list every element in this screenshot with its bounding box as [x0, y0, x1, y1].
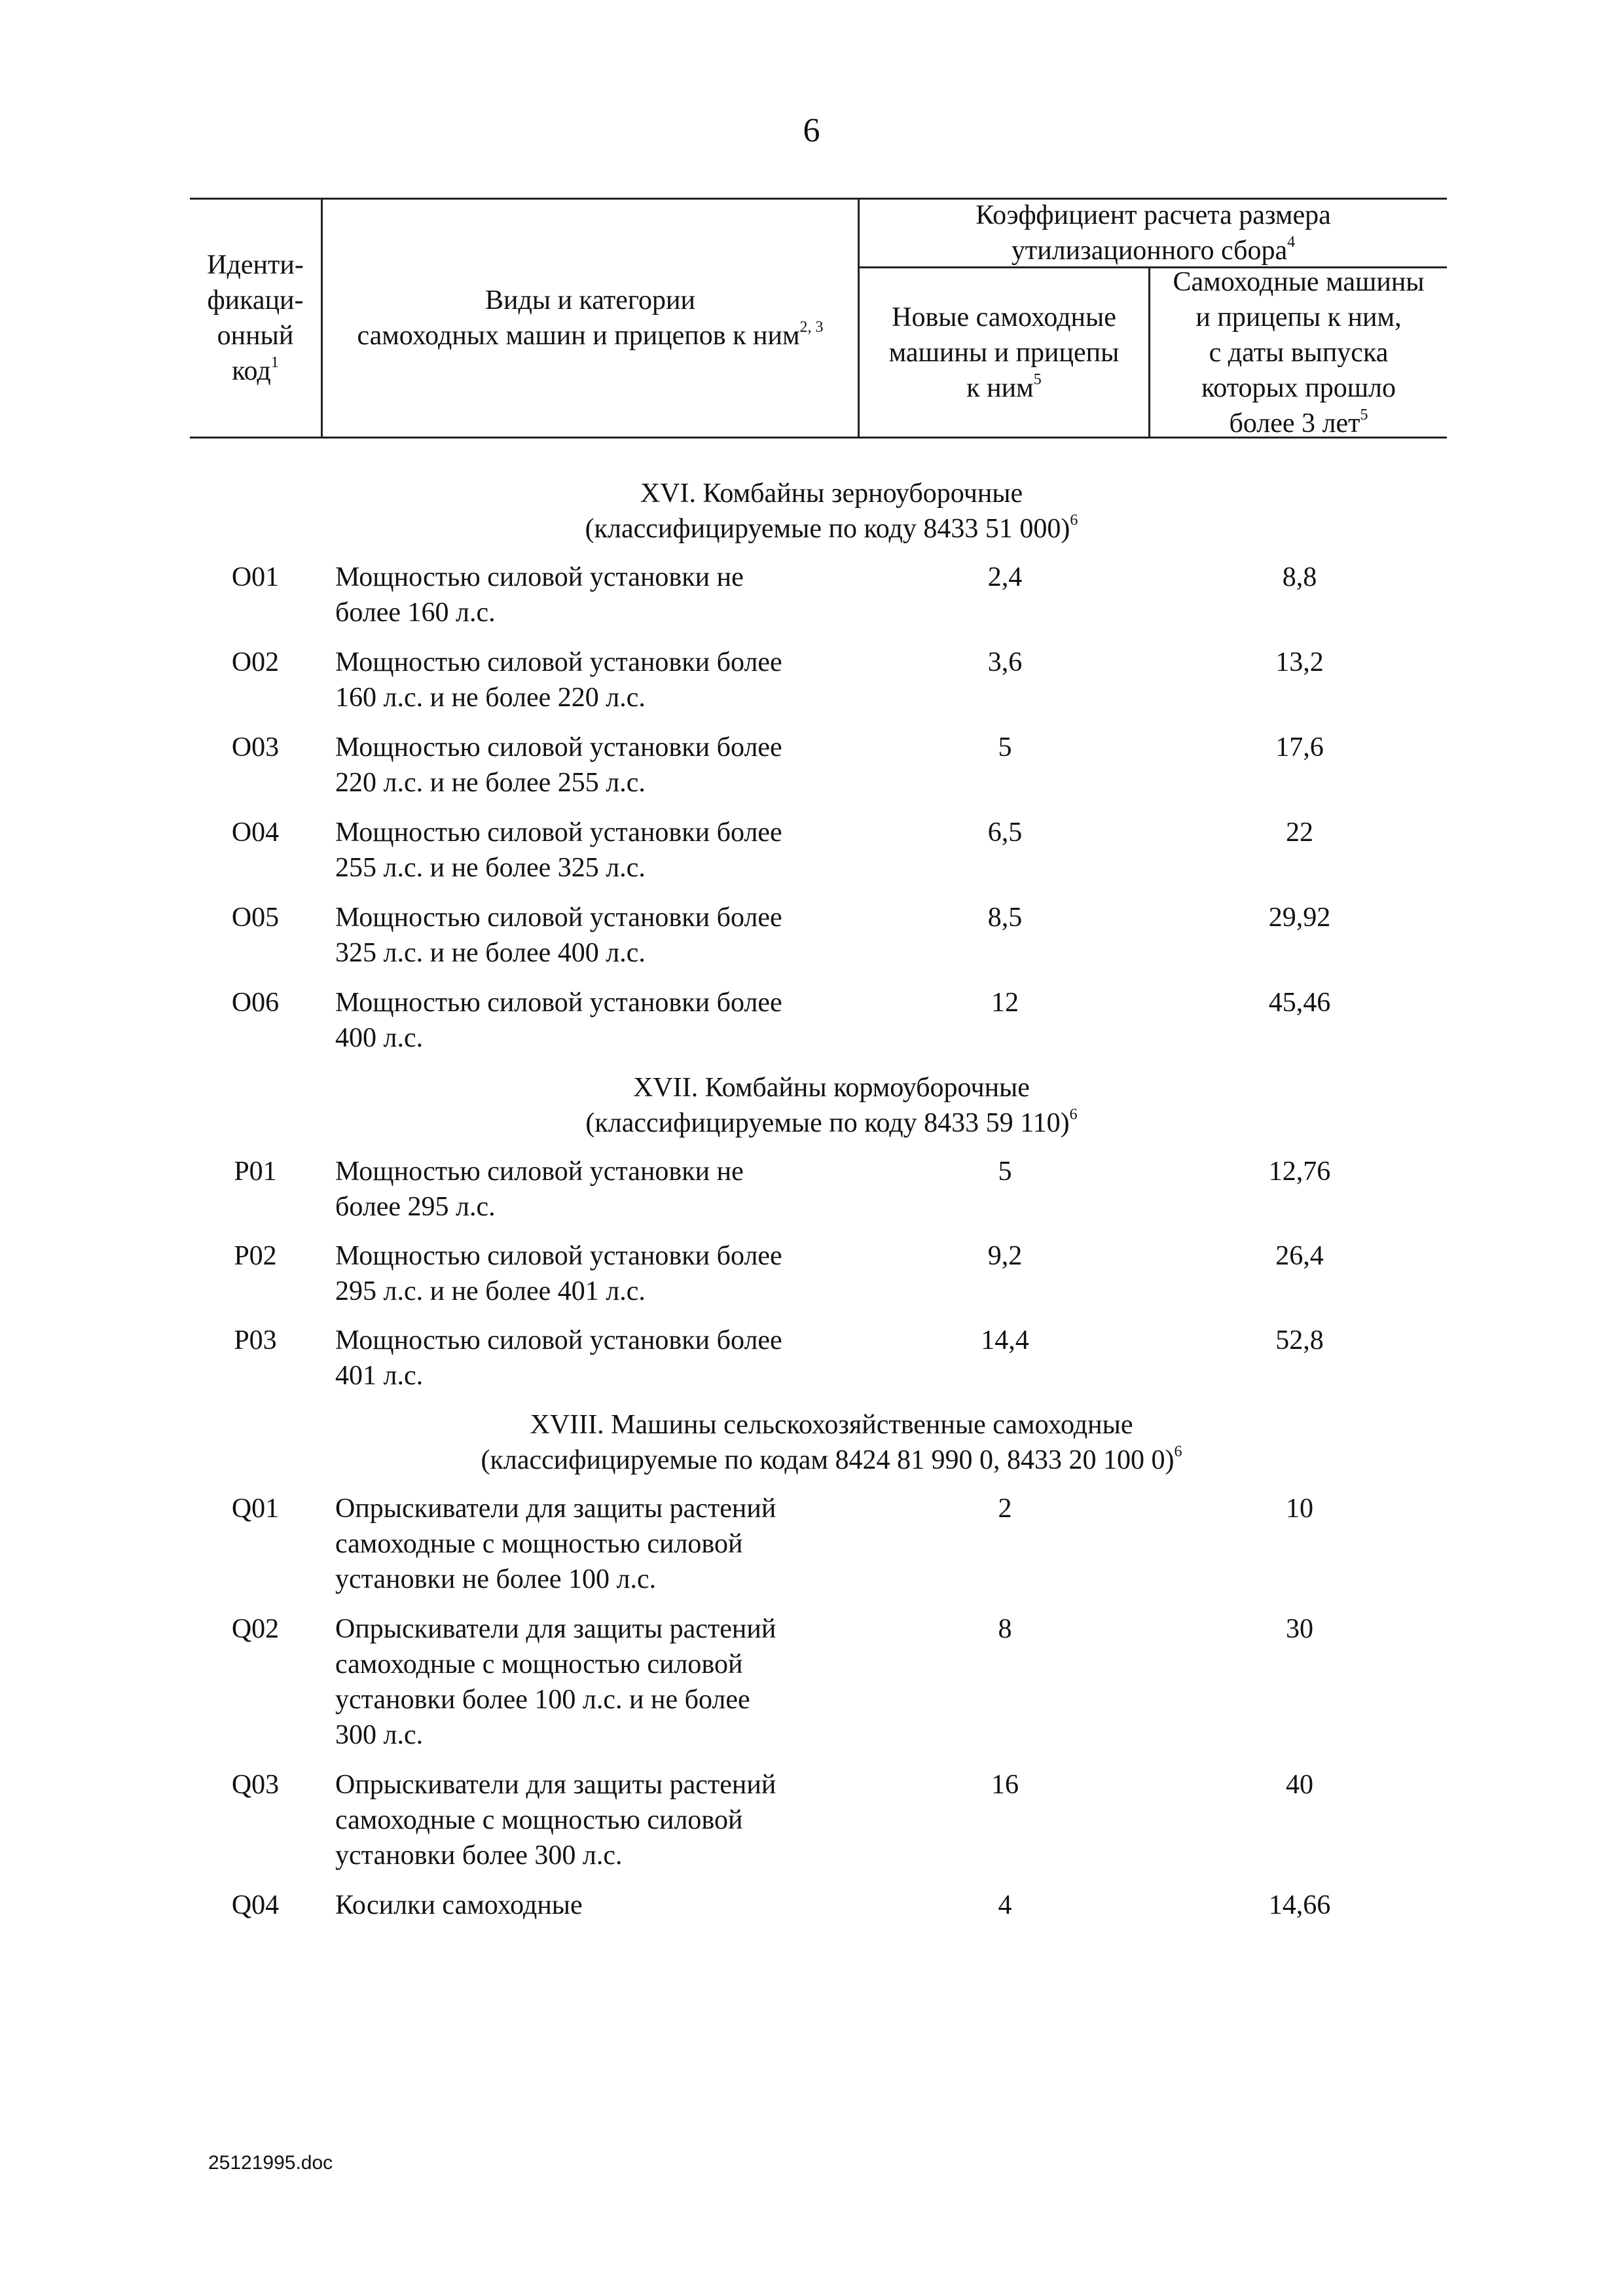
row-old-coef: 45,46: [1268, 988, 1331, 1018]
section-title-xviii: XVIII. Машины сельскохозяйственные самоходные (классифицируемые по кодам 8424 81 990 0, 8433 20 100 0)$^6$: [481, 1410, 1182, 1475]
row-old-coef: 29,92: [1268, 903, 1331, 933]
row-description: Опрыскиватели для защиты растений самоходные с мощностью силовой установки более 100 л.с. и не более 300 л.с.: [335, 1614, 776, 1750]
row-new-coef: 12: [991, 988, 1019, 1018]
row-new-coef: 14,4: [981, 1325, 1029, 1355]
row-new-coef: 5: [998, 1157, 1012, 1187]
row-code: Q02: [231, 1614, 280, 1644]
header-coef-group: Коэффициент расчета размера утилизационного сбора$^4$: [976, 200, 1331, 266]
row-new-coef: 8,5: [987, 903, 1023, 933]
row-old-coef: 40: [1286, 1770, 1313, 1800]
row-new-coef: 16: [991, 1770, 1019, 1800]
row-description: Мощностью силовой установки более 220 л.с. и не более 255 л.с.: [335, 732, 782, 798]
row-description: Опрыскиватели для защиты растений самоходные с мощностью силовой установки более 300 л.с.: [335, 1770, 776, 1871]
page-number: 6: [803, 112, 820, 149]
row-new-coef: 2,4: [987, 562, 1023, 592]
row-description: Мощностью силовой установки более 325 л.с. и не более 400 л.с.: [335, 903, 782, 968]
header-old: Самоходные машины и прицепы к ним, с даты выпуска которых прошло более 3 лет$^5$: [1173, 266, 1425, 439]
row-description: Опрыскиватели для защиты растений самоходные с мощностью силовой установки не более 100 л.с.: [335, 1494, 776, 1594]
row-old-coef: 13,2: [1275, 647, 1324, 677]
header-code: Иденти- фикаци- онный код$^1$: [207, 250, 304, 386]
section-title-xvi: XVI. Комбайны зерноуборочные (классифицируемые по коду 8433 51 000)$^6$: [585, 478, 1078, 544]
row-code: O04: [231, 817, 280, 848]
row-old-coef: 30: [1286, 1614, 1313, 1644]
row-code: P03: [234, 1325, 277, 1355]
row-code: P01: [234, 1157, 277, 1187]
row-code: P02: [234, 1241, 277, 1271]
row-new-coef: 6,5: [987, 817, 1023, 848]
row-new-coef: 9,2: [987, 1241, 1023, 1271]
row-description: Мощностью силовой установки не более 295 л.с.: [335, 1157, 744, 1222]
row-old-coef: 12,76: [1268, 1157, 1331, 1187]
row-code: Q03: [231, 1770, 280, 1800]
row-description: Косилки самоходные: [335, 1890, 583, 1920]
header-new: Новые самоходные машины и прицепы к ним$^5$: [888, 302, 1120, 403]
row-code: Q01: [231, 1494, 280, 1524]
row-description: Мощностью силовой установки более 255 л.с. и не более 325 л.с.: [335, 817, 782, 883]
row-old-coef: 17,6: [1275, 732, 1324, 762]
row-description: Мощностью силовой установки не более 160 л.с.: [335, 562, 744, 628]
row-old-coef: 8,8: [1282, 562, 1317, 592]
row-description: Мощностью силовой установки более 400 л.с.: [335, 988, 782, 1053]
row-code: O02: [231, 647, 280, 677]
row-description: Мощностью силовой установки более 295 л.с. и не более 401 л.с.: [335, 1241, 782, 1306]
row-code: Q04: [231, 1890, 280, 1920]
row-code: O05: [231, 903, 280, 933]
row-new-coef: 4: [998, 1890, 1012, 1920]
row-old-coef: 10: [1286, 1494, 1313, 1524]
row-old-coef: 52,8: [1275, 1325, 1324, 1355]
row-description: Мощностью силовой установки более 160 л.с. и не более 220 л.с.: [335, 647, 782, 713]
row-old-coef: 14,66: [1268, 1890, 1331, 1920]
row-code: O03: [231, 732, 280, 762]
row-code: O01: [231, 562, 280, 592]
row-code: O06: [231, 988, 280, 1018]
row-new-coef: 8: [998, 1614, 1012, 1644]
row-old-coef: 26,4: [1275, 1241, 1324, 1271]
row-new-coef: 2: [998, 1494, 1012, 1524]
row-new-coef: 5: [998, 732, 1012, 762]
header-types: Виды и категории самоходных машин и прицепов к ним$^{2, 3}$: [357, 285, 824, 351]
footer-filename: 25121995.doc: [208, 2152, 333, 2174]
row-old-coef: 22: [1286, 817, 1313, 848]
row-description: Мощностью силовой установки более 401 л.с.: [335, 1325, 782, 1391]
row-new-coef: 3,6: [987, 647, 1023, 677]
section-title-xvii: XVII. Комбайны кормоуборочные (классифицируемые по коду 8433 59 110)$^6$: [585, 1073, 1078, 1138]
